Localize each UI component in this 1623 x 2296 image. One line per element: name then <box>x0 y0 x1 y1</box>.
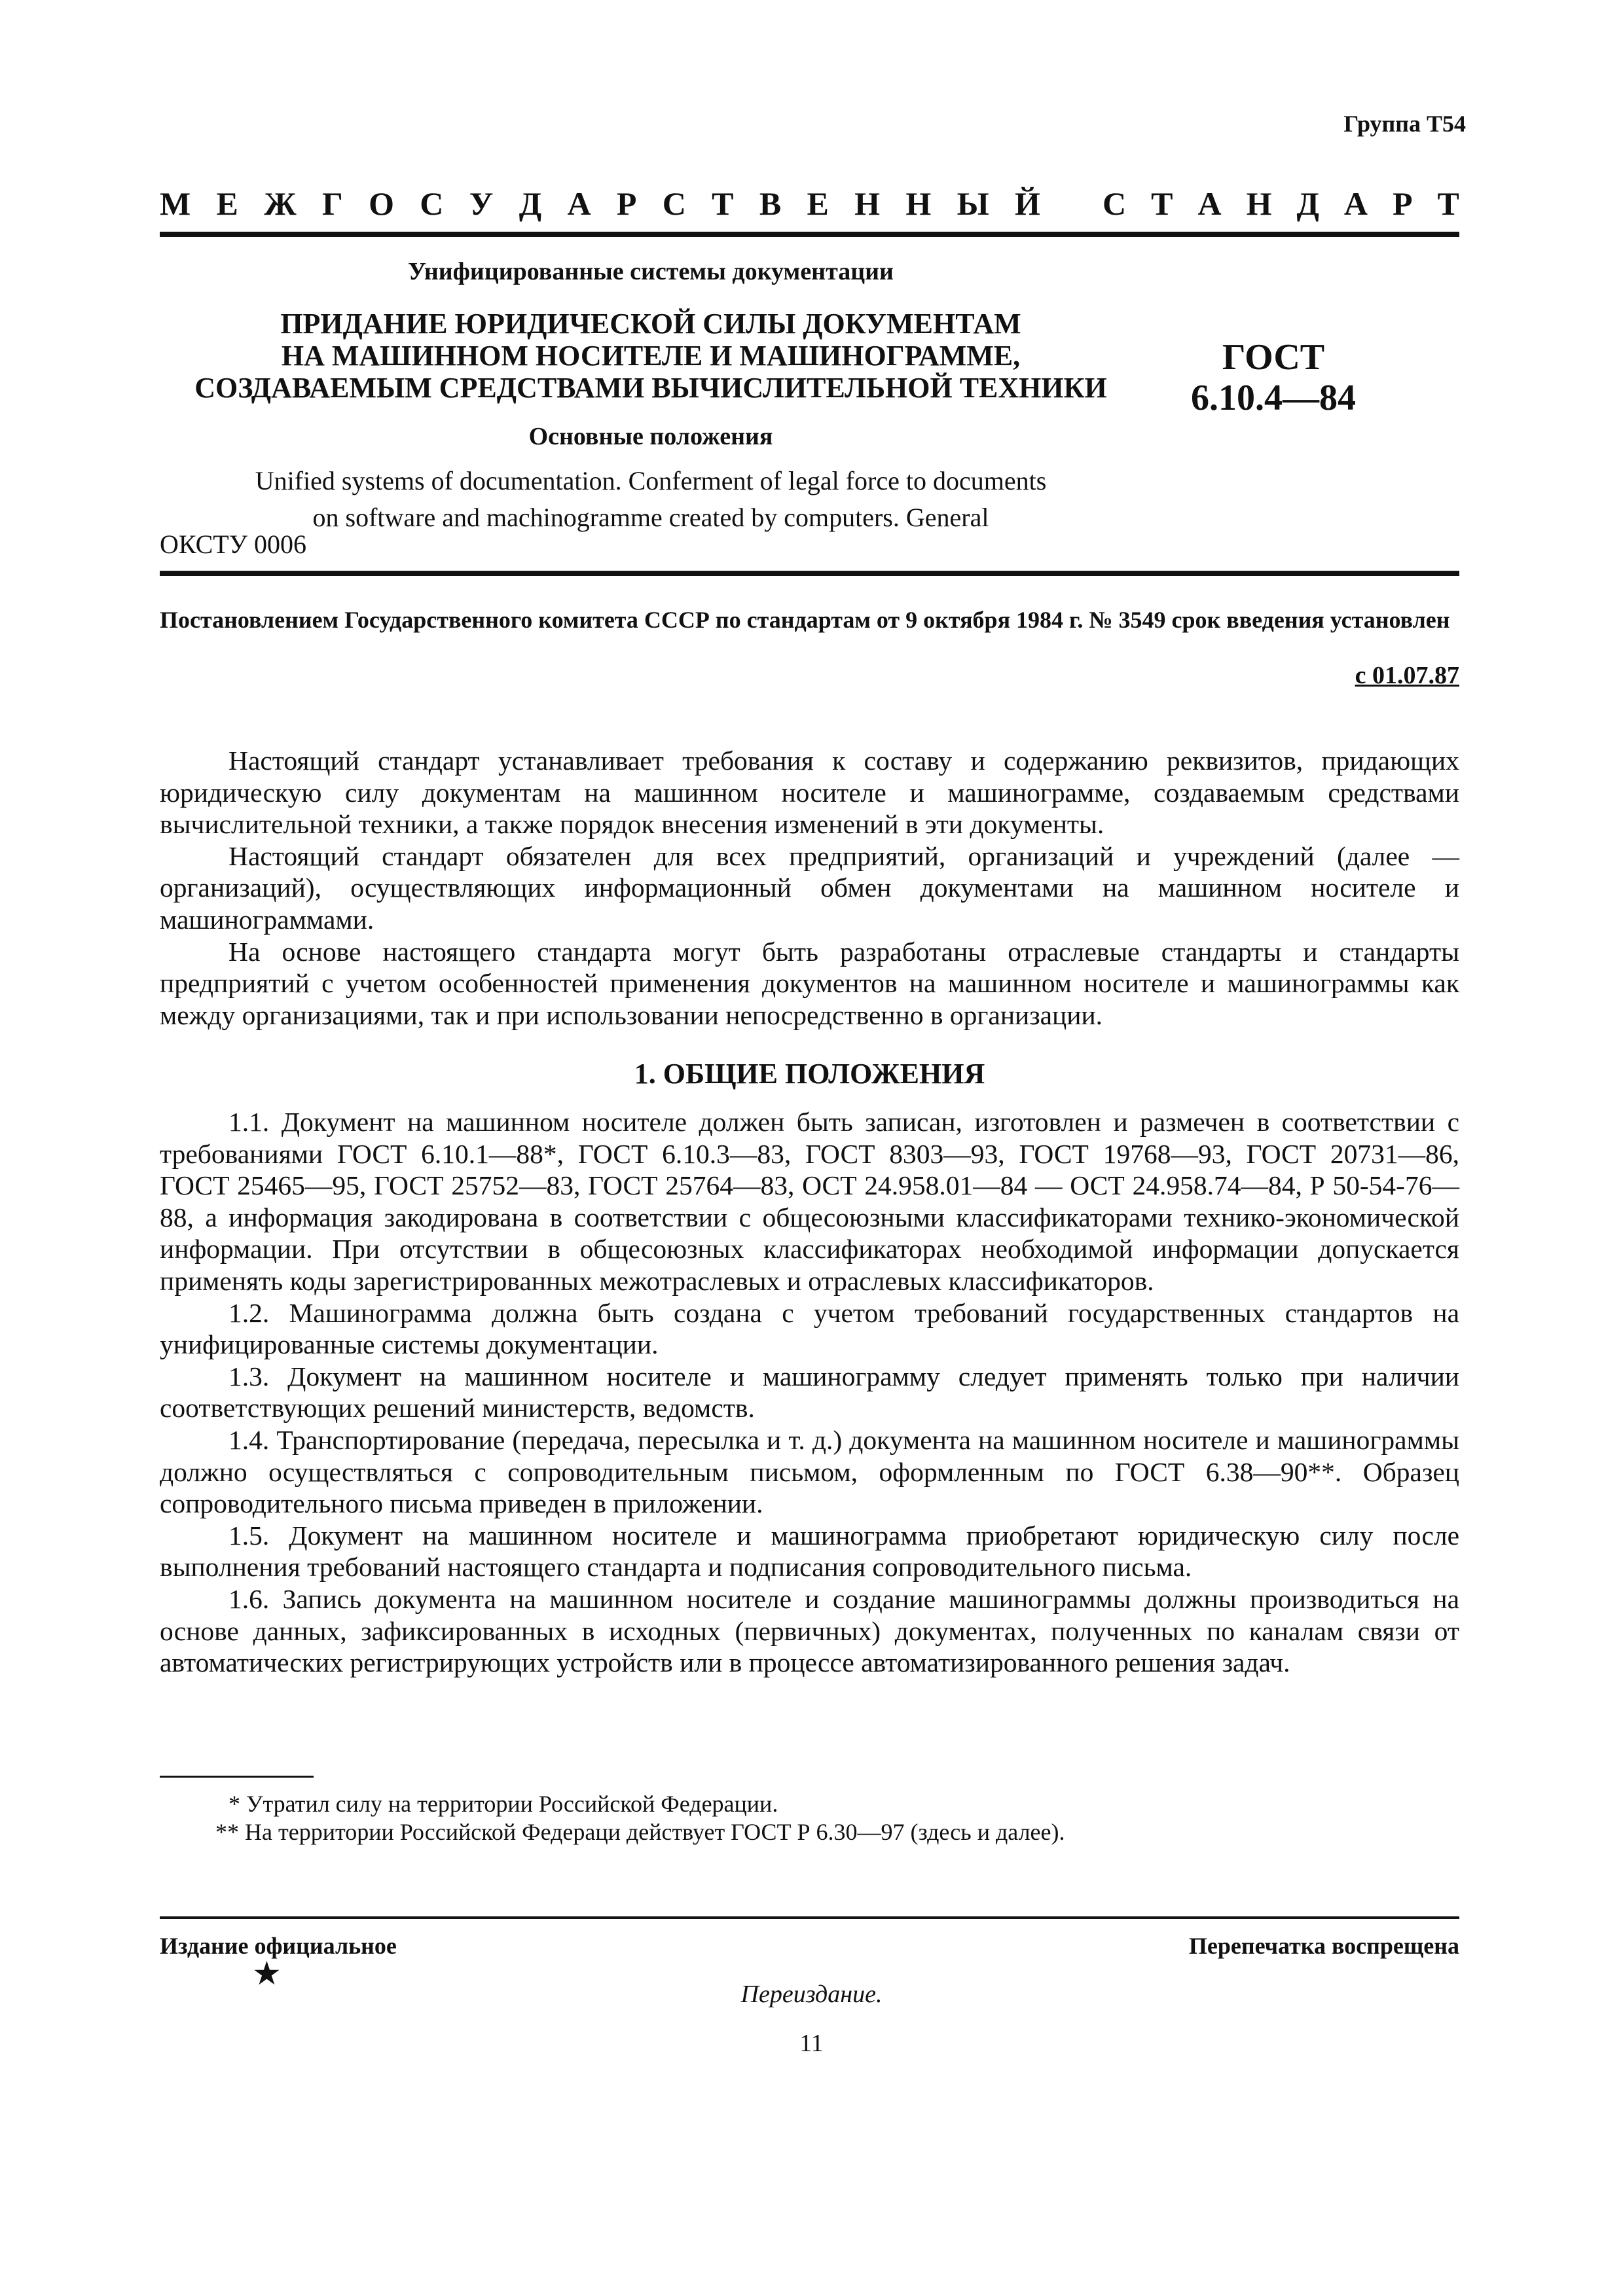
banner-word-standard <box>1103 185 1459 223</box>
gost-designation <box>1172 337 1375 418</box>
banner-letter: Р <box>1393 185 1413 222</box>
reissue-note: Переиздание. <box>740 1981 883 2008</box>
title-line: СОЗДАВАЕМЫМ СРЕДСТВАМИ ВЫЧИСЛИТЕЛЬНОЙ ТЕХНИКИ <box>194 372 1107 404</box>
reprint-notice: Перепечатка воспрещена <box>1188 1933 1459 1959</box>
banner-letter: В <box>759 185 782 222</box>
effective-date: с 01.07.87 <box>1355 662 1459 689</box>
gost-label: ГОСТ <box>1222 337 1325 378</box>
decree-text: Постановлением Государственного комитета СССР по стандартам от 9 октября 1984 г. № 3549 срок введения установлен <box>160 607 1450 633</box>
title-line: НА МАШИННОМ НОСИТЕЛЕ И МАШИНОГРАММЕ, <box>281 340 1021 372</box>
banner-letter: А <box>1343 185 1368 222</box>
banner-letter: Н <box>905 185 932 222</box>
banner-word-interstate <box>160 185 1040 223</box>
subsystem-name: Унифицированные системы документации <box>408 258 894 285</box>
banner-letter: Т <box>712 185 734 222</box>
banner-letter: Ж <box>264 185 297 222</box>
banner-letter: А <box>567 185 591 222</box>
banner-letter: Е <box>807 185 829 222</box>
banner-letter: О <box>369 185 394 222</box>
banner-letter: Г <box>321 185 343 222</box>
banner-letter: Т <box>1151 185 1173 222</box>
page-number: 11 <box>799 2030 824 2057</box>
banner-letter: С <box>1103 185 1127 222</box>
banner-letter: Д <box>1296 185 1319 222</box>
banner-letter: С <box>662 185 686 222</box>
clause-paragraph: 1.1. Документ на машинном носителе должен быть записан, изготовлен и размечен в соответствии с требованиями ГОСТ 6.10.1—88*, ГОСТ 6.10.3—83, ГОСТ 8303—93, ГОСТ 19768—93, ГОСТ 20731—86, ГОСТ 25465—95, ГОСТ 25752—83, ГОСТ 25764—83, ОСТ 24.958.01—84 — ОСТ 24.958.74—84, Р 50-54-76—88, а информация закодирована в соответствии с общесоюзными классификаторами технико-экономической информации. При отсутствии в общесоюзных классификаторах необходимой информации допускается применять коды зарегистрированных межотраслевых и отраслевых классификаторов. <box>160 1107 1459 1296</box>
star-icon: ★ <box>252 1955 282 1992</box>
english-title-line: Unified systems of documentation. Conferment of legal force to documents <box>255 466 1047 495</box>
title-line: ПРИДАНИЕ ЮРИДИЧЕСКОЙ СИЛЫ ДОКУМЕНТАМ <box>280 308 1021 340</box>
banner-letter: Н <box>854 185 881 222</box>
subtitle: Основные положения <box>528 423 773 450</box>
section-body <box>160 1106 1459 1679</box>
okstu-code: ОКСТУ 0006 <box>160 529 307 559</box>
banner-letter: Й <box>1015 185 1040 222</box>
banner-letter: М <box>160 185 191 222</box>
edition-label: Издание официальное <box>160 1933 397 1959</box>
banner-letter: С <box>420 185 444 222</box>
group-code: Группа Т54 <box>1343 111 1466 137</box>
english-title-line: on software and machinogramme created by computers. General <box>312 503 989 532</box>
header-divider <box>160 232 1459 237</box>
section-heading: 1. ОБЩИЕ ПОЛОЖЕНИЯ <box>634 1058 985 1090</box>
banner-letter: Р <box>616 185 637 222</box>
interstate-standard-banner <box>160 185 1459 223</box>
clause-paragraph: 1.6. Запись документа на машинном носителе и создание машинограммы должны производиться на основе данных, зафиксированных в исходных (первичных) документах, полученных по каналам связи от автоматических регистрирующих устройств или в процессе автоматизированного решения задач. <box>160 1583 1459 1678</box>
title-block-divider <box>160 571 1459 576</box>
clause-paragraph: 1.5. Документ на машинном носителе и машинограмма приобретают юридическую силу после выполнения требований настоящего стандарта и подписания сопроводительного письма. <box>160 1520 1459 1583</box>
gost-number: 6.10.4—84 <box>1191 378 1356 418</box>
footnote: ** На территории Российской Федераци действует ГОСТ Р 6.30—97 (здесь и далее). <box>215 1819 1065 1845</box>
banner-letter: Н <box>1246 185 1272 222</box>
footnote-separator <box>160 1776 314 1778</box>
banner-letter: Ы <box>957 185 989 222</box>
intro-paragraph: Настоящий стандарт устанавливает требования к составу и содержанию реквизитов, придающих юридическую силу документам на машинном носителе и машинограмме, создаваемым средствами вычислительной техники, а также порядок внесения изменений в эти документы. <box>160 745 1459 840</box>
footnote: * Утратил силу на территории Российской Федерации. <box>228 1791 778 1817</box>
clause-paragraph: 1.2. Машинограмма должна быть создана с учетом требований государственных стандартов на унифицированные системы документации. <box>160 1297 1459 1360</box>
intro-text <box>160 745 1459 1031</box>
document-title <box>160 308 1142 404</box>
footer-divider <box>160 1916 1459 1919</box>
banner-letter: Е <box>216 185 238 222</box>
clause-paragraph: 1.4. Транспортирование (передача, пересылка и т. д.) документа на машинном носителе и машинограммы должно осуществляться с сопроводительным письмом, оформленным по ГОСТ 6.38—90**. Образец сопроводительного письма приведен в приложении. <box>160 1424 1459 1519</box>
intro-paragraph: На основе настоящего стандарта могут быть разработаны отраслевые стандарты и стандарты предприятий с учетом особенностей применения документов на машинном носителе и машинограммы как между организациями, так и при использовании непосредственно в организации. <box>160 936 1459 1030</box>
banner-letter: У <box>469 185 494 222</box>
banner-letter: Т <box>1437 185 1459 222</box>
banner-letter: А <box>1197 185 1222 222</box>
intro-paragraph: Настоящий стандарт обязателен для всех предприятий, организаций и учреждений (далее — организаций), осуществляющих информационный обмен документами на машинном носителе и машинограммами. <box>160 840 1459 935</box>
english-title <box>160 463 1142 536</box>
footnotes <box>160 1790 1459 1846</box>
banner-letter: Д <box>519 185 542 222</box>
clause-paragraph: 1.3. Документ на машинном носителе и машинограмму следует применять только при наличии соответствующих решений министерств, ведомств. <box>160 1361 1459 1424</box>
